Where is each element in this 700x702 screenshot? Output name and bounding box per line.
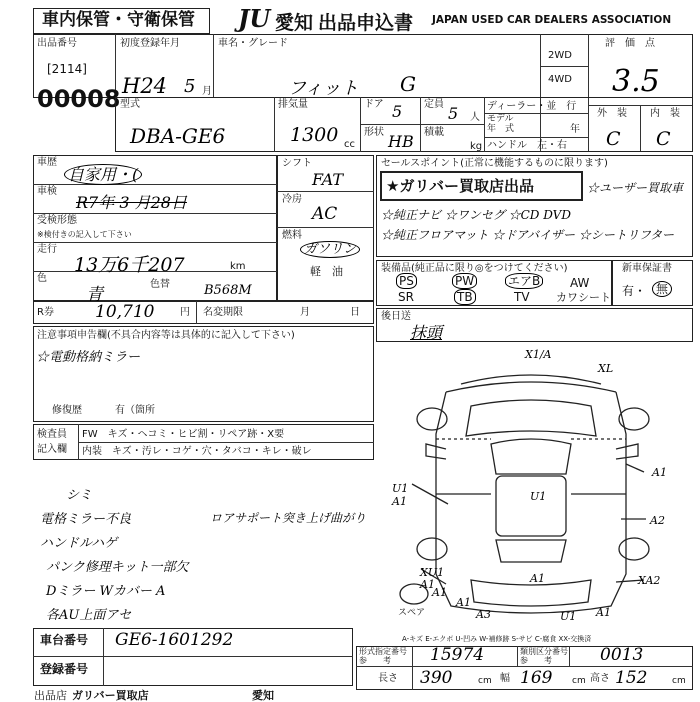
listing-code: [2114] (47, 62, 87, 76)
history-value: 自家用・( (64, 162, 142, 185)
equip-label: 装備品(純正品に限り◎をつけてください) (381, 263, 568, 274)
fuel-light: 軽 油 (310, 265, 343, 278)
diag-label-3: U1 (392, 482, 409, 495)
repair-value: 有（箇所 (115, 405, 155, 416)
capacity-label: 定員 (424, 99, 444, 110)
equip-tb: TB (454, 292, 476, 303)
note-item-6: 各AU上面アセ (46, 608, 132, 623)
repair-label: 修復歴 (52, 405, 82, 416)
equip-airbag: エアB (505, 276, 543, 287)
listing-number-label: 出品番号 (37, 38, 77, 49)
drive-4wd: 4WD (548, 74, 572, 85)
diag-label-8: A1 (530, 572, 545, 585)
interior-grade: C (656, 128, 671, 150)
shift-label: シフト (282, 158, 312, 169)
diag-label-13: A1 (596, 606, 611, 619)
inspection-value: R7年 3 月28日 (76, 193, 187, 212)
receipt-label: 受検形態 (37, 215, 77, 226)
month-label: 月 (300, 307, 310, 318)
equip-sr: SR (398, 290, 414, 304)
doors-label: ドア (364, 99, 384, 110)
displacement: 1300 (290, 124, 339, 146)
score: 3.5 (612, 64, 660, 99)
right-note: ロアサポート突き上げ曲がり (210, 511, 367, 525)
user-note: ☆ユーザー買取車 (587, 181, 684, 195)
year-unit: 年 (570, 124, 580, 135)
selling-line-1: ☆純正ナビ ☆ワンセグ ☆CD DVD (381, 208, 571, 222)
model-label: 型式 (120, 99, 140, 110)
org-name: 愛知 (275, 12, 314, 34)
model-year-label: モデル 年 式 (487, 114, 515, 134)
dealer-label: 出品店 (34, 689, 67, 702)
dealer-place: 愛知 (252, 689, 274, 702)
inspector-label: 検査員 (37, 429, 67, 440)
category-label: 類別区分番号 参 考 (520, 647, 568, 665)
entry-label: 記入欄 (37, 444, 67, 455)
day-label: 日 (350, 307, 360, 318)
cert-value: 15974 (430, 645, 485, 665)
listing-number: 00008 (37, 85, 121, 113)
diag-spare: スペア (398, 608, 426, 618)
month-unit: 月 (202, 86, 212, 97)
fuel: ガソリン (300, 238, 360, 257)
chassis-value: GE6-1601292 (115, 630, 234, 650)
equip-wseat: カワシート (556, 291, 611, 304)
exterior-grade: C (606, 128, 621, 150)
displacement-label: 排気量 (278, 99, 308, 110)
receipt-note: ※検付きの記入して下さい (37, 230, 132, 239)
storage-title: 車内保管・守衛保管 (42, 10, 195, 30)
interior-label: 内 装 (650, 108, 680, 119)
dealer-label: ディーラー・並 行 (487, 101, 577, 112)
cc-unit: cc (344, 139, 355, 150)
equip-aw: AW (570, 276, 590, 290)
diag-label-6: U1 (530, 490, 547, 503)
diag-label-11: XA2 (638, 574, 661, 587)
ac-label: 冷房 (282, 194, 302, 205)
notes-title: 注意事項申告欄(不具合内容等は具体的に記入して下さい) (37, 330, 295, 341)
shift: FAT (312, 170, 344, 189)
note-item-1: シミ (66, 488, 93, 503)
car-name: フィット (288, 78, 359, 99)
grade: G (400, 72, 416, 96)
dealer-value: ガリバー買取店 (72, 689, 149, 702)
first-reg-label: 初度登録年月 (120, 38, 180, 49)
km-unit: km (230, 261, 246, 272)
color-no: B568M (204, 283, 252, 298)
ac: AC (312, 204, 338, 224)
interior-row: 内装 キズ・汚レ・コゲ・穴・タバコ・キレ・破レ (82, 446, 312, 457)
diag-legend: A-キズ E-エクボ U-凹み W-補修跡 S-サビ C-腐食 XX-交換済 (402, 635, 592, 643)
warranty-label: 新車保証書 (622, 263, 672, 274)
note-item-2: 電格ミラー不良 (40, 512, 132, 527)
selling-title: セールスポイント(正常に機能するものに限ります) (381, 158, 608, 169)
association-name: JAPAN USED CAR DEALERS ASSOCIATION (432, 14, 672, 26)
fuel-label: 燃料 (282, 230, 302, 241)
kg-unit: kg (470, 141, 483, 152)
chassis-label: 車台番号 (40, 633, 89, 647)
color-no-label: 色替 (150, 279, 170, 290)
selling-line-2: ☆純正フロアマット ☆ドアバイザー ☆シートリフター (381, 228, 674, 242)
diag-label-16: A1 (456, 596, 471, 609)
equip-tv: TV (514, 290, 530, 304)
note-item-4: パンク修理キット一部欠 (46, 560, 189, 575)
warranty-yes: 有・ (622, 284, 647, 298)
inspection-label: 車検 (37, 186, 57, 197)
after-send-value: 抹頭 (410, 323, 443, 342)
diag-label-12: A3 (476, 608, 491, 621)
height-label: 高さ (590, 673, 610, 684)
diag-label-14: U1 (560, 610, 577, 623)
equip-ps: PS (396, 276, 417, 287)
height-value: 152 (615, 668, 648, 688)
width-cm: cm (572, 676, 586, 686)
mileage: 13万6千207 (74, 254, 185, 276)
reg-label: 登録番号 (40, 662, 89, 676)
history-label: 車歴 (37, 157, 57, 168)
drive-2wd: 2WD (548, 50, 572, 61)
shape-label: 形状 (364, 127, 384, 138)
diag-label-1: X1/A (525, 348, 552, 361)
width-value: 169 (520, 668, 553, 688)
length-cm: cm (478, 676, 492, 686)
mileage-label: 走行 (37, 244, 57, 255)
diag-label-9: XU1 (420, 566, 445, 579)
recycle-label: R券 (37, 307, 54, 318)
recycle-amount: 10,710 (95, 302, 155, 322)
warranty-no: 無 (652, 284, 672, 295)
note-item-3: ハンドルハゲ (40, 536, 118, 551)
diag-label-15: A1 (432, 586, 447, 599)
diag-label-7: A1 (652, 466, 667, 479)
category-value: 0013 (600, 645, 644, 665)
first-reg-year: H24 (122, 74, 168, 98)
diag-label-4: A1 (392, 495, 407, 508)
fw-row: FW キズ・ヘコミ・ヒビ割・リペア跡・X要 (82, 429, 285, 440)
length-value: 390 (420, 668, 453, 688)
shape: HB (388, 132, 414, 151)
notes-line: ☆電動格納ミラー (36, 350, 141, 365)
ju-logo: JU (238, 4, 271, 33)
height-cm: cm (672, 676, 686, 686)
handle-label: ハンドル 左・右 (487, 140, 567, 151)
persons-unit: 人 (470, 112, 480, 123)
first-reg-month: 5 (184, 76, 196, 97)
exterior-label: 外 装 (597, 108, 627, 119)
color-label: 色 (37, 273, 47, 284)
car-name-label: 車名・グレード (218, 38, 288, 49)
note-item-5: Dミラー Wカバー A (46, 584, 166, 599)
diag-label-5: A2 (650, 514, 665, 527)
width-label: 幅 (500, 673, 510, 684)
yen-unit: 円 (180, 307, 190, 318)
capacity: 5 (448, 104, 459, 123)
model: DBA-GE6 (130, 124, 226, 148)
after-send-label: 後日送 (381, 311, 411, 322)
doors: 5 (392, 102, 403, 121)
score-label: 評 価 点 (605, 38, 655, 49)
length-label: 長さ (378, 673, 398, 684)
name-change-label: 名変期限 (203, 307, 243, 318)
cert-label: 形式指定番号 参 考 (359, 647, 407, 665)
gulliver-stamp: ★ガリバー買取店出品 (386, 177, 534, 195)
equip-pw: PW (452, 276, 477, 287)
load-label: 積載 (424, 127, 444, 138)
diag-label-2: XL (598, 362, 614, 375)
diag-label-10: A1 (420, 578, 435, 591)
form-title: 出品申込書 (318, 12, 414, 34)
color: 青 (86, 285, 103, 305)
